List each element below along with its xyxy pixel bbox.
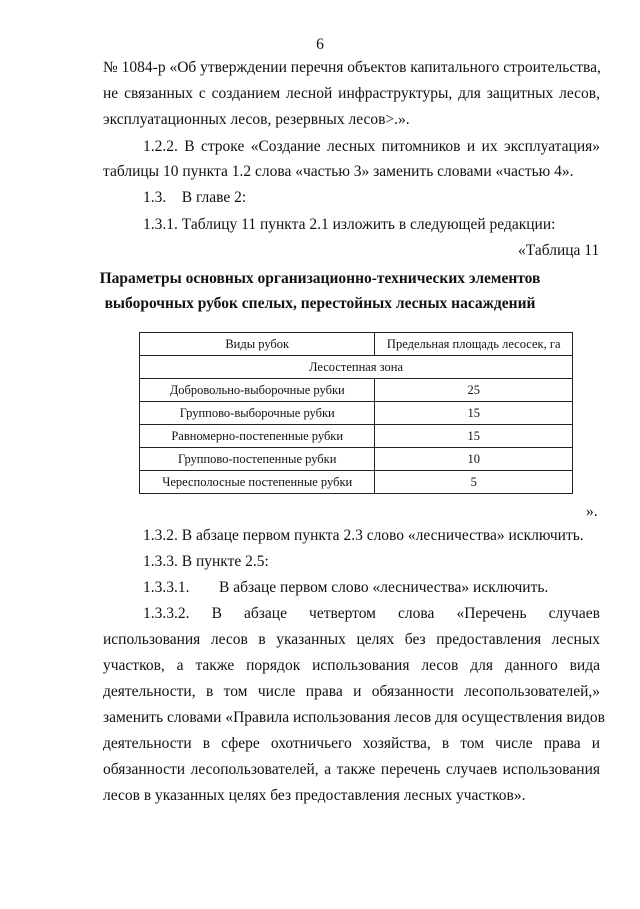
paragraph-line: обязанности лесопользователей, а также перечень случаев использования (103, 761, 600, 778)
paragraph-line: 1.3.2. В абзаце первом пункта 2.3 слово «лесничества» исключить. (143, 527, 584, 544)
word: слова (398, 605, 435, 622)
paragraph-line: участков, а также порядок использования лесов для данного вида (103, 657, 600, 674)
paragraph-line: не связанных с созданием лесной инфраструктуры, для защитных лесов, (103, 85, 600, 102)
table-row (140, 471, 573, 494)
word: В (211, 605, 222, 622)
paragraph-line: 1.3. В главе 2: (143, 189, 247, 206)
paragraph-line: использования лесов в указанных целях без предоставления лесных (103, 631, 600, 648)
table-cell-value: 25 (375, 379, 573, 402)
table-row (140, 425, 573, 448)
paragraph-line: заменить словами «Правила использования лесов для осуществления видов (103, 709, 605, 726)
paragraph-line: 1.3.3. В пункте 2.5: (143, 553, 269, 570)
paragraph-line (143, 604, 600, 624)
table-row (140, 402, 573, 425)
paragraph-line: № 1084-р «Об утверждении перечня объектов капитального строительства, (103, 59, 601, 76)
paragraph-line: эксплуатационных лесов, резервных лесов>.». (103, 111, 410, 128)
paragraph-line: деятельности в сфере охотничьего хозяйства, в том числе права и (103, 735, 600, 752)
table-cell-value: 5 (375, 471, 573, 494)
table-header-row (140, 333, 573, 356)
table-zone-row (140, 356, 573, 379)
word: четвертом (309, 605, 376, 622)
paragraph-line: лесов в указанных целях без предоставления лесных участков». (103, 787, 526, 804)
table-cell-value: 15 (375, 425, 573, 448)
table-row (140, 379, 573, 402)
parameters-table (139, 332, 573, 494)
table-cell-value: 10 (375, 448, 573, 471)
table-title-line: Параметры основных организационно-технических элементов (99, 270, 541, 287)
table-cell-name: Группово-выборочные рубки (140, 402, 375, 425)
table-cell-name: Чересполосные постепенные рубки (140, 471, 375, 494)
zone-cell: Лесостепная зона (140, 356, 573, 379)
paragraph-line: 1.3.1. Таблицу 11 пункта 2.1 изложить в следующей редакции: (143, 216, 556, 233)
paragraph-line: 1.2.2. В строке «Создание лесных питомников и их эксплуатация» (143, 138, 600, 155)
word: абзаце (244, 605, 287, 622)
table-header-cell: Предельная площадь лесосек, га (375, 333, 573, 356)
table-closing-quote: ». (586, 503, 598, 520)
table-label: «Таблица 11 (518, 242, 600, 259)
paragraph-line: В абзаце первом слово «лесничества» исключить. (219, 579, 549, 596)
page-number: 6 (316, 36, 324, 53)
word: 1.3.3.2. (143, 605, 190, 622)
table-cell-name: Добровольно-выборочные рубки (140, 379, 375, 402)
table-cell-name: Группово-постепенные рубки (140, 448, 375, 471)
table-header-cell: Виды рубок (140, 333, 375, 356)
paragraph-line: таблицы 10 пункта 1.2 слова «частью 3» заменить словами «частью 4». (103, 163, 574, 180)
word: случаев (548, 605, 600, 622)
paragraph-number: 1.3.3.1. (143, 579, 190, 596)
table-cell-value: 15 (375, 402, 573, 425)
table-row (140, 448, 573, 471)
paragraph-line: деятельности, в том числе права и обязанности лесопользователей,» (103, 683, 600, 700)
table-cell-name: Равномерно-постепенные рубки (140, 425, 375, 448)
word: «Перечень (456, 605, 527, 622)
table-title-line: выборочных рубок спелых, перестойных лесных насаждений (104, 295, 536, 312)
